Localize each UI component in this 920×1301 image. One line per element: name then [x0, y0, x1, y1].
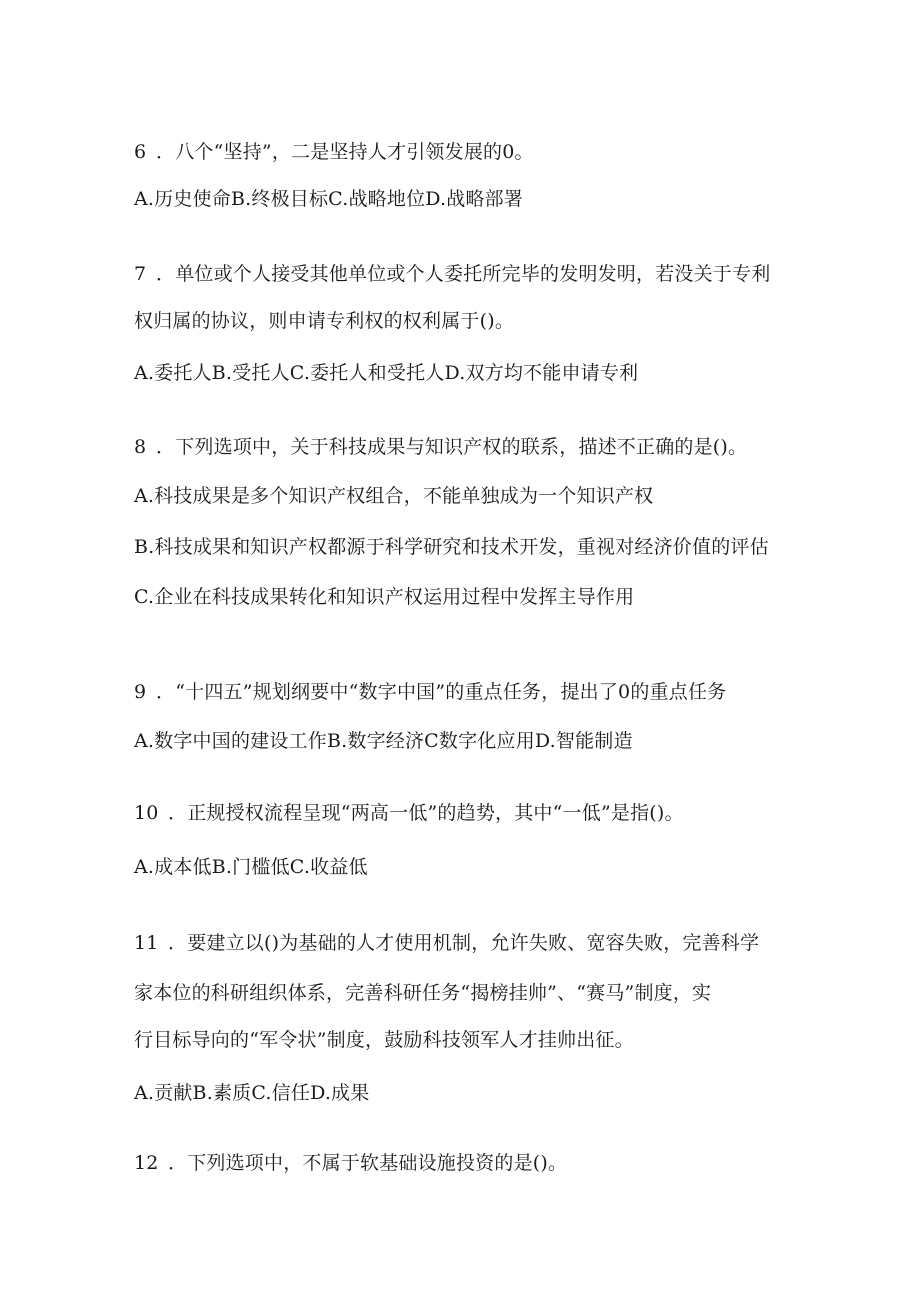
question-8-option-b: B.科技成果和知识产权都源于科学研究和技术开发，重视对经济价值的评估	[134, 536, 769, 558]
question-text: ．下列选项中，关于科技成果与知识产权的联系，描述不正确的是()。	[156, 436, 748, 458]
question-number: 7	[134, 263, 147, 285]
question-6-options: A.历史使命B.终极目标C.战略地位D.战略部署	[134, 188, 524, 210]
question-8-stem	[134, 435, 747, 459]
question-8-option-c: C.企业在科技成果转化和知识产权运用过程中发挥主导作用	[134, 586, 635, 608]
question-7-stem-cont: 权归属的协议，则申请专利权的权利属于()。	[134, 310, 515, 332]
question-7-options: A.委托人B.受托人C.委托人和受托人D.双方均不能申请专利	[134, 362, 639, 384]
question-7-stem	[134, 262, 770, 286]
question-text: ．“十四五”规划纲要中“数字中国”的重点任务，提出了0的重点任务	[156, 681, 727, 703]
question-text: ．单位或个人接受其他单位或个人委托所完毕的发明发明，若没关于专利	[156, 263, 771, 285]
question-12-stem	[134, 1151, 567, 1175]
question-text: ．八个“坚持”，二是坚持人才引领发展的0。	[156, 141, 534, 163]
question-11-options: A.贡献B.素质C.信任D.成果	[134, 1082, 370, 1104]
question-6-stem	[134, 140, 534, 164]
question-number: 10	[134, 802, 159, 824]
question-text: ．下列选项中，不属于软基础设施投资的是()。	[168, 1152, 568, 1174]
question-number: 8	[134, 436, 147, 458]
question-11-stem-cont-2: 行目标导向的“军令状”制度，鼓励科技领军人才挂帅出征。	[134, 1029, 634, 1051]
question-number: 11	[134, 932, 159, 954]
question-number: 12	[134, 1152, 159, 1174]
question-10-options: A.成本低B.门槛低C.收益低	[134, 856, 368, 878]
question-number: 6	[134, 141, 147, 163]
question-text: ．正规授权流程呈现“两高一低”的趋势，其中“一低”是指()。	[168, 802, 684, 824]
question-8-option-a: A.科技成果是多个知识产权组合，不能单独成为一个知识产权	[134, 485, 654, 507]
question-11-stem-cont-1: 家本位的科研组织体系，完善科研任务“揭榜挂帅”、“赛马”制度，实	[134, 982, 712, 1004]
question-number: 9	[134, 681, 147, 703]
question-10-stem	[134, 801, 684, 825]
question-11-stem	[134, 931, 759, 955]
question-9-stem	[134, 680, 726, 704]
question-9-options: A.数字中国的建设工作B.数字经济C数字化应用D.智能制造	[134, 730, 633, 752]
question-text: ．要建立以()为基础的人才使用机制，允许失败、宽容失败，完善科学	[168, 932, 760, 954]
